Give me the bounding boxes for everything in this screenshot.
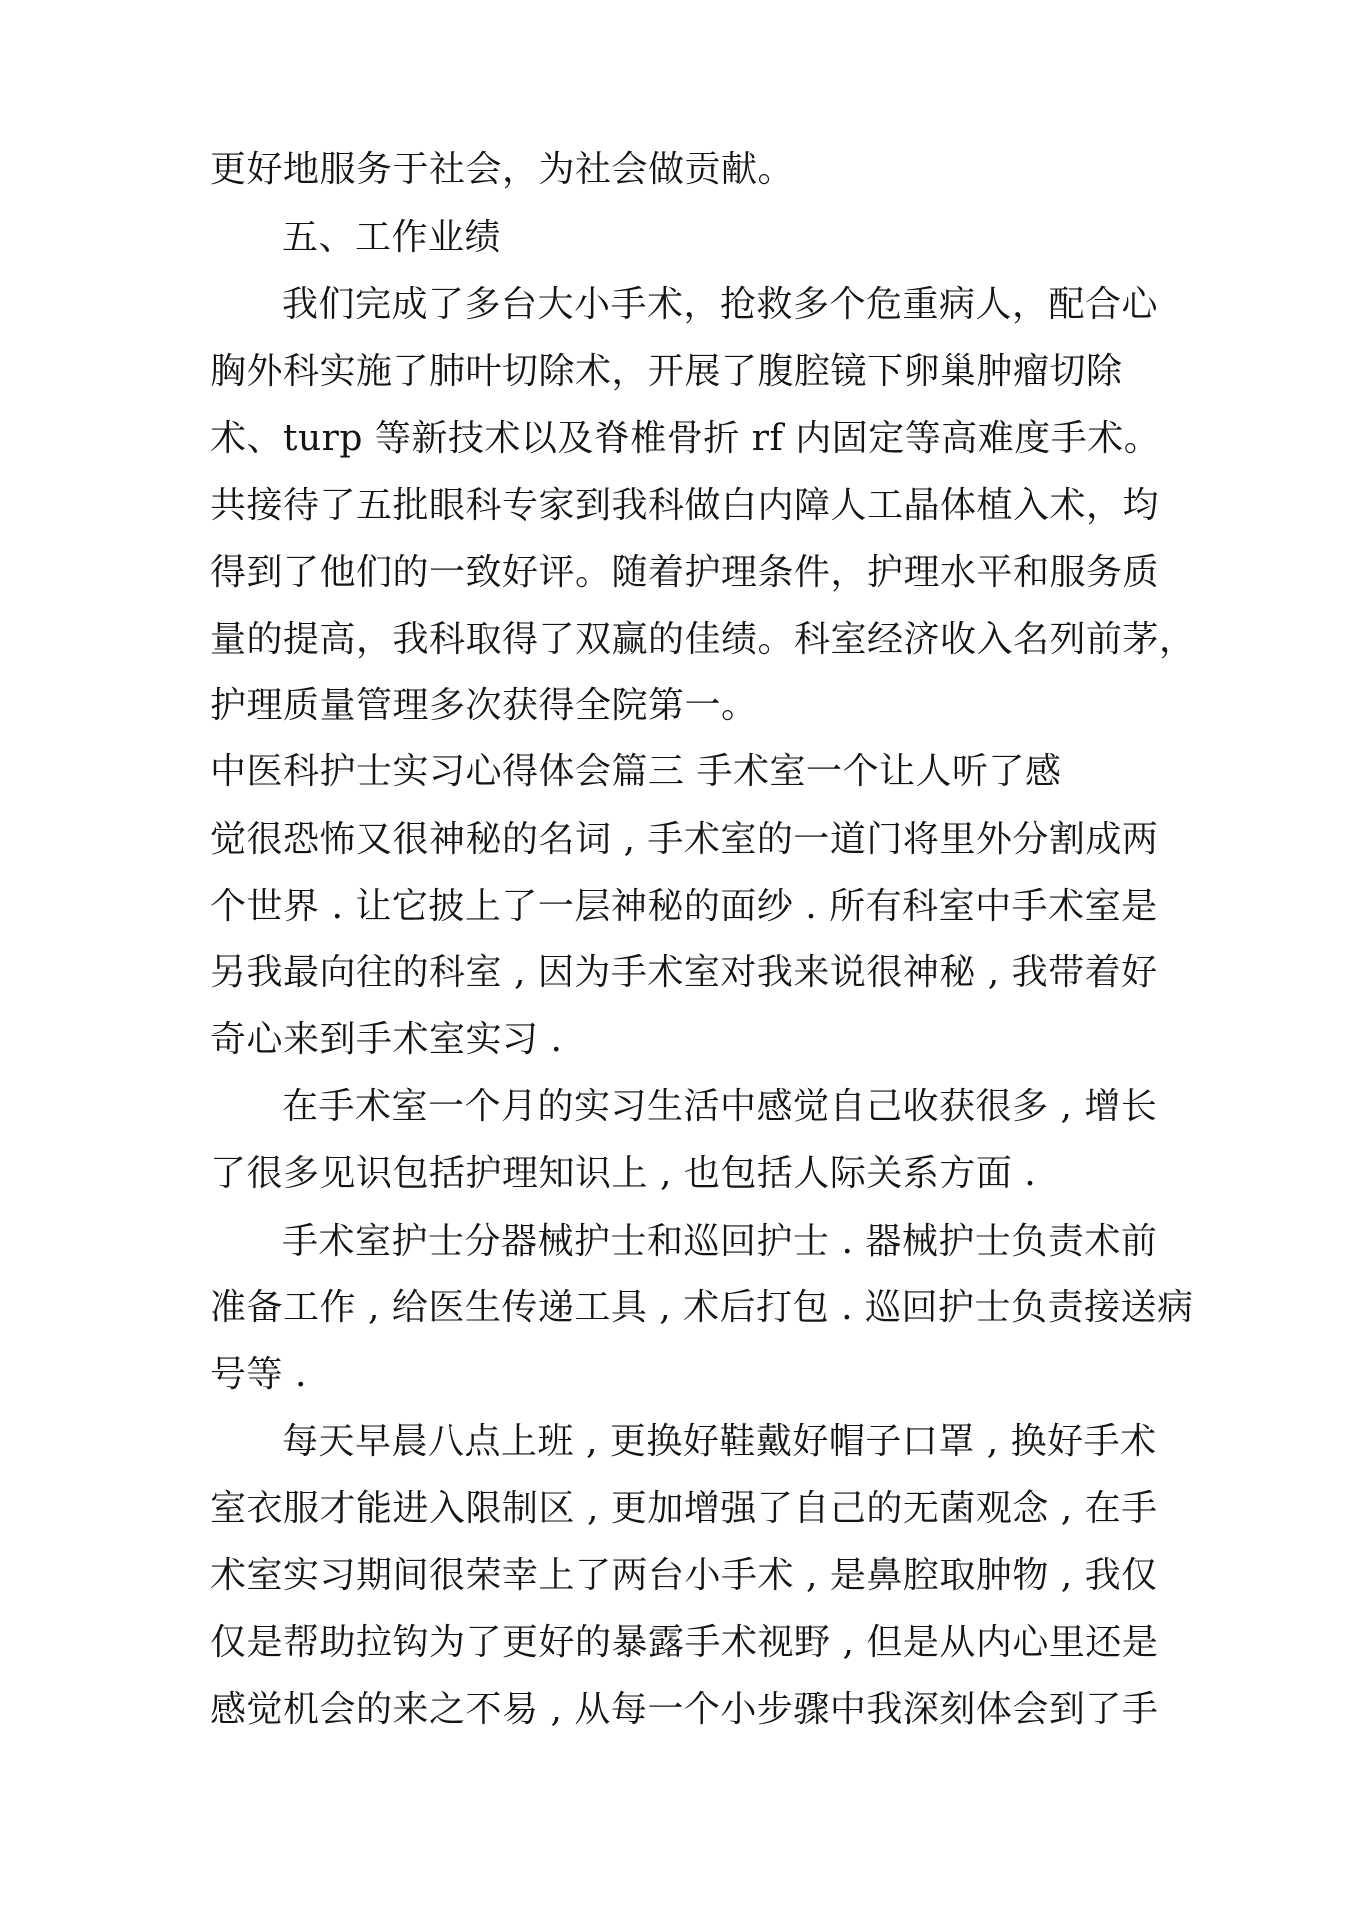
text-line: 觉很恐怖又很神秘的名词 , 手术室的一道门将里外分割成两	[210, 819, 1159, 860]
section-heading: 五、工作业绩	[282, 217, 502, 258]
text-line: 胸外科实施了肺叶切除术，开展了腹腔镜下卵巢肿瘤切除	[210, 351, 1123, 392]
text-line: 术、turp 等新技术以及脊椎骨折 rf 内固定等高难度手术。	[210, 418, 1161, 459]
article-title-line: 中医科护士实习心得体会篇三 手术室一个让人听了感	[210, 751, 1062, 792]
text-line: 共接待了五批眼科专家到我科做白内障人工晶体植入术，均	[210, 485, 1160, 526]
text-line: 奇心来到手术室实习 .	[210, 1019, 563, 1060]
text-line: 个世界 . 让它披上了一层神秘的面纱 . 所有科室中手术室是	[210, 886, 1158, 927]
text-line: 了很多见识包括护理知识上 , 也包括人际关系方面 .	[210, 1153, 1037, 1194]
text-line: 护理质量管理多次获得全院第一。	[210, 685, 758, 726]
text-line: 得到了他们的一致好评。随着护理条件，护理水平和服务质	[210, 552, 1160, 593]
text-line: 每天早晨八点上班 , 更换好鞋戴好帽子口罩 , 换好手术	[282, 1421, 1157, 1462]
text-line: 室衣服才能进入限制区 , 更加增强了自己的无菌观念 , 在手	[210, 1488, 1158, 1529]
text-line: 量的提高，我科取得了双赢的佳绩。科室经济收入名列前茅，	[210, 619, 1196, 660]
text-line: 我们完成了多台大小手术，抢救多个危重病人，配合心	[282, 284, 1159, 325]
text-line: 号等 .	[210, 1354, 307, 1395]
text-line: 感觉机会的来之不易 , 从每一个小步骤中我深刻体会到了手	[210, 1689, 1159, 1730]
text-line: 另我最向往的科室 , 因为手术室对我来说很神秘 , 我带着好	[210, 952, 1158, 993]
text-line: 仅是帮助拉钩为了更好的暴露手术视野 , 但是从内心里还是	[210, 1622, 1159, 1663]
text-line: 更好地服务于社会，为社会做贡献。	[210, 149, 795, 190]
text-line: 术室实习期间很荣幸上了两台小手术 , 是鼻腔取肿物 , 我仅	[210, 1555, 1158, 1596]
text-line: 在手术室一个月的实习生活中感觉自己收获很多 , 增长	[282, 1086, 1158, 1127]
text-line: 准备工作 , 给医生传递工具 , 术后打包 . 巡回护士负责接送病	[210, 1287, 1194, 1328]
text-line: 手术室护士分器械护士和巡回护士 . 器械护士负责术前	[282, 1221, 1158, 1262]
